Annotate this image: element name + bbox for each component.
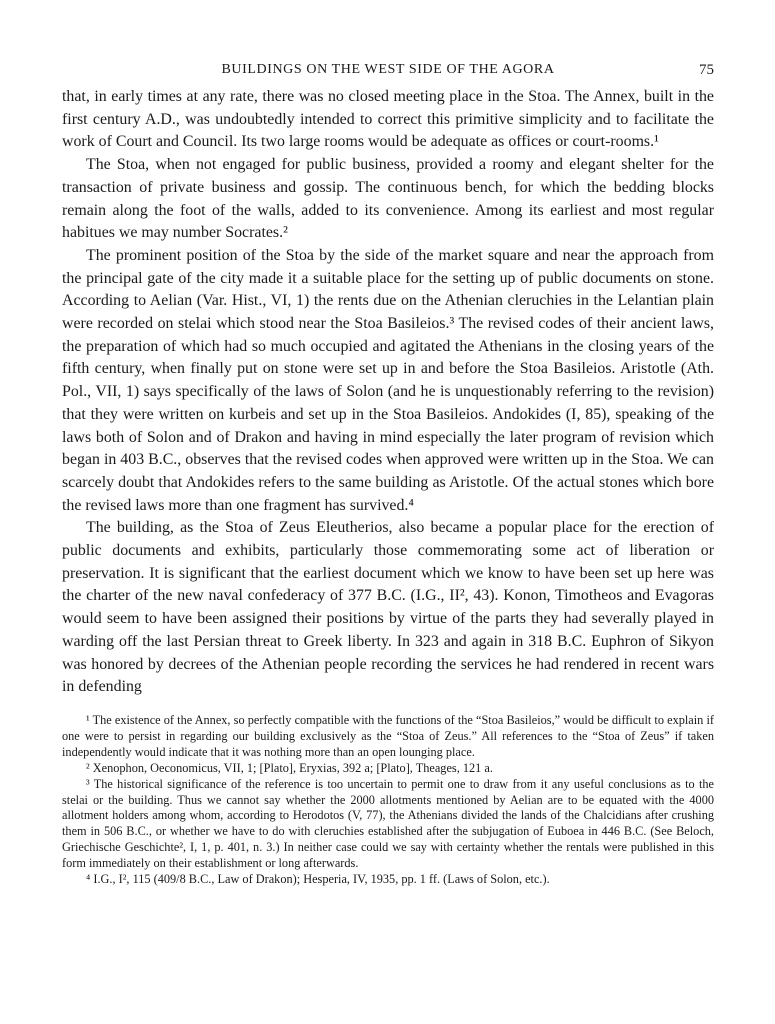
paragraph-3: The prominent position of the Stoa by the side of the market square and near the approach from the principal gate of the city made it a suitable place for the setting up of public documents on stone. According to Aelian (Var. Hist., VI, 1) the rents due on the Athenian cleruchies in the Lelantian plain were recorded on stelai which stood near the Stoa Basileios.³ The revised codes of their ancient laws, the preparation of which had so much occupied and agitated the Athenians in the closing years of the fifth century, when finally put on stone were set up in and before the Stoa Basileios. Aristotle (Ath. Pol., VII, 1) says specifically of the laws of Solon (and he is unquestionably referring to the revision) that they were written on kurbeis and set up in the Stoa Basileios. Andokides (I, 85), speaking of the laws both of Solon and of Drakon and having in mind especially the later program of revision which began in 403 B.C., observes that the revised codes when approved were written up in the Stoa. We can scarcely doubt that Andokides refers to the same building as Aristotle. Of the actual stones which bore the revised laws more than one fragment has survived.⁴ (62, 246, 714, 514)
page (62, 58, 714, 888)
page-header (62, 58, 714, 86)
footnote-1: ¹ The existence of the Annex, so perfectly compatible with the functions of the “Stoa Basileios,” would be difficult to explain if one were to persist in regarding our building exclusively as the “Stoa of Zeus.” All references to the “Stoa of Zeus” if taken independently would indicate that it was nothing more than an open lounging place. (62, 712, 714, 759)
paragraph-1: that, in early times at any rate, there was no closed meeting place in the Stoa. The Annex, built in the first century A.D., was undoubtedly intended to correct this primitive simplicity and to facilitate the work of Court and Council. Its two large rooms would be adequate as offices or court-rooms.¹ (62, 88, 714, 151)
running-head: BUILDINGS ON THE WEST SIDE OF THE AGORA (221, 62, 555, 77)
paragraph-2: The Stoa, when not engaged for public business, provided a roomy and elegant shelter for the transaction of private business and gossip. The continuous bench, for which the bedding blocks remain along the foot of the walls, added to its convenience. Among its earliest and most regular habitues we may number Socrates.² (62, 156, 714, 242)
footnote-4: ⁴ I.G., I², 115 (409/8 B.C., Law of Drakon); Hesperia, IV, 1935, pp. 1 ff. (Laws of Solon, etc.). (86, 872, 550, 887)
footnote-2: ² Xenophon, Oeconomicus, VII, 1; [Plato], Eryxias, 392 a; [Plato], Theages, 121 a. (86, 760, 493, 775)
footnotes (62, 713, 714, 888)
paragraph-4: The building, as the Stoa of Zeus Eleutherios, also became a popular place for the erection of public documents and exhibits, particularly those commemorating some act of liberation or preservation. It is significant that the earliest document which we know to have been set up here was the charter of the new naval confederacy of 377 B.C. (I.G., II², 43). Konon, Timotheos and Evagoras would seem to have been assigned their positions by virtue of the parts they had severally played in warding off the last Persian threat to Greek liberty. In 323 and again in 318 B.C. Euphron of Sikyon was honored by decrees of the Athenian people recording the services he had rendered in recent wars in defending (62, 519, 714, 696)
page-number: 75 (699, 62, 714, 78)
footnote-3: ³ The historical significance of the reference is too uncertain to permit one to draw from it any useful conclusions as to the stelai or the building. Thus we cannot say whether the 2000 allotments mentioned by Aelian are to be equated with the 4000 allotment holders among whom, according to Herodotos (V, 77), the Athenians divided the lands of the Chalcidians after crushing them in 506 B.C., or whether we have to do with cleruchies established after the subjugation of Euboea in 446 B.C. (See Beloch, Griechische Geschichte², I, 1, p. 401, n. 3.) In neither case could we say with certainty whether the rentals were published in this form immediately on their establishment or long afterwards. (62, 776, 714, 871)
body-text (62, 86, 714, 699)
